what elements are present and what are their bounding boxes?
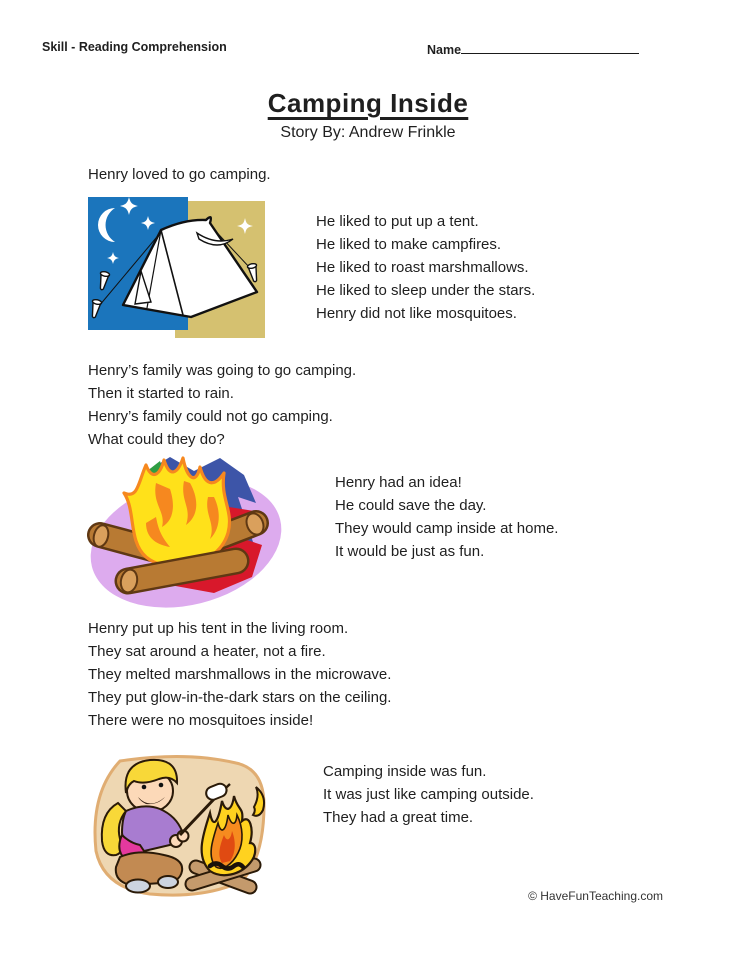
story-paragraph-3 (88, 617, 391, 732)
story-line: He could save the day. (335, 497, 487, 514)
shoe-right (158, 876, 178, 888)
tent-illustration (85, 192, 265, 340)
story-line: Henry loved to go camping. (88, 166, 271, 183)
story-paragraph-2 (88, 359, 356, 451)
story-line: He liked to make campfires. (316, 236, 502, 253)
page-title: Camping Inside (267, 88, 469, 118)
story-line: Henry had an idea! (335, 474, 462, 491)
eye-left (142, 785, 147, 790)
name-field (427, 40, 639, 57)
name-label: Name (427, 43, 462, 57)
story-line: Henry did not like mosquitoes. (316, 305, 517, 322)
story-line: They put glow-in-the-dark stars on the ceiling. (88, 689, 392, 706)
story-line: They had a great time. (323, 809, 474, 826)
story-paragraph-girl (323, 760, 534, 829)
story-line: He liked to roast marshmallows. (316, 259, 529, 276)
story-line: He liked to sleep under the stars. (316, 282, 536, 299)
story-paragraph-fire (335, 471, 558, 563)
story-line: He liked to put up a tent. (316, 213, 479, 230)
story-line: Henry put up his tent in the living room. (88, 620, 349, 637)
story-line: Camping inside was fun. (323, 763, 487, 780)
tent-at-night-clipart (85, 192, 265, 340)
girl-campfire-illustration (86, 753, 272, 900)
name-blank-line (461, 40, 639, 54)
story-intro (88, 163, 271, 186)
story-paragraph-tent (316, 210, 535, 325)
story-line: Henry’s family was going to go camping. (88, 362, 357, 379)
story-line: It was just like camping outside. (323, 786, 534, 803)
story-line: Then it started to rain. (88, 385, 234, 402)
eye-right (159, 783, 164, 788)
story-line: It would be just as fun. (335, 543, 485, 560)
story-line: They melted marshmallows in the microwave. (88, 666, 392, 683)
copyright-notice: © HaveFunTeaching.com (528, 889, 663, 903)
story-line: What could they do? (88, 431, 225, 448)
story-line: There were no mosquitoes inside! (88, 712, 314, 729)
campfire-clipart (86, 453, 282, 610)
story-line: Henry’s family could not go camping. (88, 408, 333, 425)
girl-roasting-marshmallow-clipart (86, 753, 272, 900)
skill-label: Skill - Reading Comprehension (42, 40, 227, 54)
story-line: They would camp inside at home. (335, 520, 559, 537)
campfire-illustration (86, 453, 282, 610)
story-line: They sat around a heater, not a fire. (88, 643, 326, 660)
byline: Story By: Andrew Frinkle (280, 124, 456, 141)
